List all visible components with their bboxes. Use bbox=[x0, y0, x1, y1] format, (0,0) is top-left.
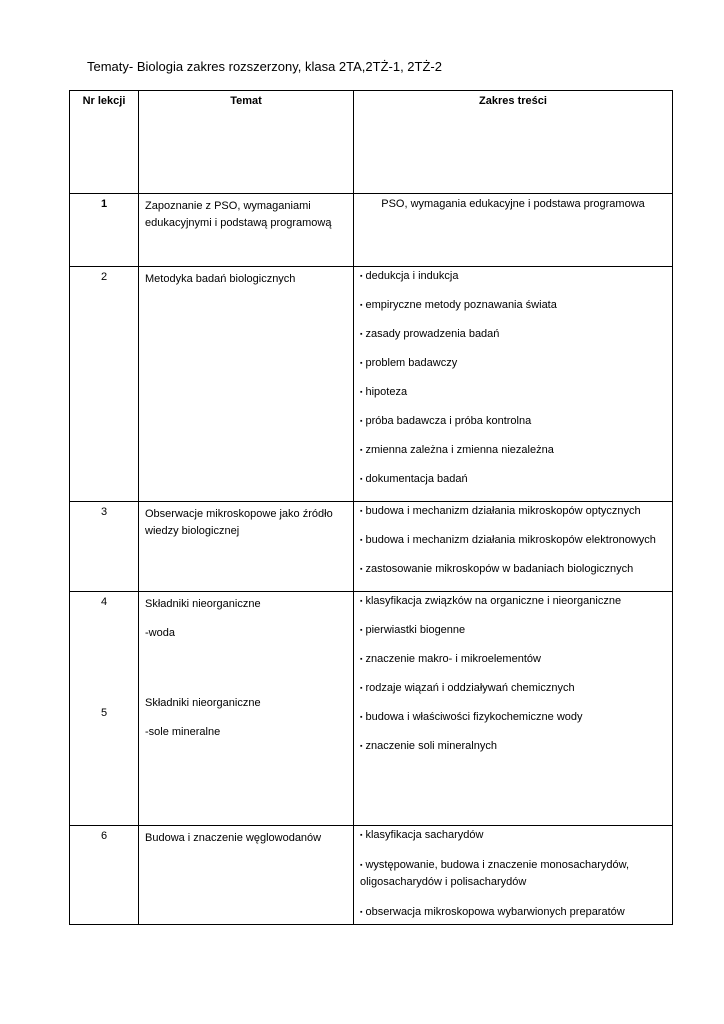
bullet-icon: ▪ bbox=[360, 909, 363, 916]
topic-line: Metodyka badań biologicznych bbox=[145, 273, 296, 285]
bullet-icon: ▪ bbox=[360, 360, 363, 367]
bullet-icon: ▪ bbox=[360, 476, 363, 483]
content-item: ▪ obserwacja mikroskopowa wybarwionych preparatów bbox=[360, 906, 625, 918]
bullet-icon: ▪ bbox=[360, 447, 363, 454]
lesson-number: 3 bbox=[70, 502, 139, 592]
bullet-icon: ▪ bbox=[360, 302, 363, 309]
content-item: ▪ znaczenie makro- i mikroelementów bbox=[360, 653, 541, 665]
topic-line: edukacyjnymi i podstawą programową bbox=[145, 217, 332, 229]
lesson-topic bbox=[139, 592, 354, 826]
content-item: ▪ budowa i mechanizm działania mikroskopów optycznych bbox=[360, 505, 641, 517]
lesson-content: PSO, wymagania edukacyjne i podstawa programowa bbox=[354, 194, 673, 267]
lesson-topic bbox=[139, 502, 354, 592]
content-item: ▪ próba badawcza i próba kontrolna bbox=[360, 415, 532, 427]
content-item: ▪ znaczenie soli mineralnych bbox=[360, 740, 497, 752]
content-item: ▪ budowa i właściwości fizykochemiczne wody bbox=[360, 711, 583, 723]
topic-line: Budowa i znaczenie węglowodanów bbox=[145, 832, 322, 844]
lesson-topic bbox=[139, 267, 354, 502]
lesson-number: 1 bbox=[70, 194, 139, 267]
table-row bbox=[70, 592, 673, 826]
content-item: ▪ zmienna zależna i zmienna niezależna bbox=[360, 444, 554, 456]
content-item: ▪ empiryczne metody poznawania świata bbox=[360, 299, 557, 311]
content-item: ▪ hipoteza bbox=[360, 386, 408, 398]
topic-line: Zapoznanie z PSO, wymaganiami bbox=[145, 200, 311, 212]
topic-line: -woda bbox=[145, 627, 175, 639]
table-header-row bbox=[70, 91, 673, 194]
bullet-icon: ▪ bbox=[360, 331, 363, 338]
content-item: ▪ problem badawczy bbox=[360, 357, 458, 369]
bullet-icon: ▪ bbox=[360, 537, 363, 544]
lesson-content bbox=[354, 826, 673, 925]
bullet-icon: ▪ bbox=[360, 508, 363, 515]
lesson-topic bbox=[139, 194, 354, 267]
content-item: ▪ zastosowanie mikroskopów w badaniach biologicznych bbox=[360, 563, 634, 575]
bullet-icon: ▪ bbox=[360, 685, 363, 692]
table-row bbox=[70, 826, 673, 925]
topic-line: Składniki nieorganiczne bbox=[145, 697, 261, 709]
topic-line: wiedzy biologicznej bbox=[145, 525, 240, 537]
bullet-icon: ▪ bbox=[360, 627, 363, 634]
lesson-number: 2 bbox=[70, 267, 139, 502]
bullet-icon: ▪ bbox=[360, 566, 363, 573]
lesson-content bbox=[354, 267, 673, 502]
content-item: ▪ budowa i mechanizm działania mikroskopów elektronowych bbox=[360, 534, 656, 546]
content-item: ▪ pierwiastki biogenne bbox=[360, 624, 466, 636]
bullet-icon: ▪ bbox=[360, 862, 363, 869]
bullet-icon: ▪ bbox=[360, 743, 363, 750]
bullet-icon: ▪ bbox=[360, 598, 363, 605]
content-item: ▪ występowanie, budowa i znaczenie monosacharydów, oligosacharydów i polisacharydów bbox=[360, 859, 630, 888]
content-item: ▪ klasyfikacja związków na organiczne i nieorganiczne bbox=[360, 595, 622, 607]
table-row bbox=[70, 194, 673, 267]
content-item: ▪ zasady prowadzenia badań bbox=[360, 328, 500, 340]
lesson-number: 6 bbox=[70, 826, 139, 925]
bullet-icon: ▪ bbox=[360, 418, 363, 425]
content-item: ▪ klasyfikacja sacharydów bbox=[360, 829, 484, 841]
document-title: Tematy- Biologia zakres rozszerzony, klasa 2TA,2TŻ-1, 2TŻ-2 bbox=[87, 59, 442, 74]
lesson-content bbox=[354, 502, 673, 592]
header-content: Zakres treści bbox=[354, 91, 673, 194]
content-item: ▪ dedukcja i indukcja bbox=[360, 270, 459, 282]
bullet-icon: ▪ bbox=[360, 832, 363, 839]
content-item: ▪ rodzaje wiązań i oddziaływań chemicznych bbox=[360, 682, 575, 694]
lesson-topic bbox=[139, 826, 354, 925]
topic-line: Składniki nieorganiczne bbox=[145, 598, 261, 610]
header-topic: Temat bbox=[139, 91, 354, 194]
bullet-icon: ▪ bbox=[360, 273, 363, 280]
lesson-number: 4 5 bbox=[70, 592, 139, 826]
content-item: ▪ dokumentacja badań bbox=[360, 473, 468, 485]
bullet-icon: ▪ bbox=[360, 656, 363, 663]
bullet-icon: ▪ bbox=[360, 389, 363, 396]
lesson-number-second: 5 bbox=[100, 707, 108, 719]
topic-line: -sole mineralne bbox=[145, 726, 221, 738]
bullet-icon: ▪ bbox=[360, 714, 363, 721]
header-nr: Nr lekcji bbox=[70, 91, 139, 194]
lesson-table bbox=[69, 90, 673, 925]
topic-line: Obserwacje mikroskopowe jako źródło bbox=[145, 508, 333, 520]
table-row bbox=[70, 502, 673, 592]
lesson-content bbox=[354, 592, 673, 826]
table-row bbox=[70, 267, 673, 502]
